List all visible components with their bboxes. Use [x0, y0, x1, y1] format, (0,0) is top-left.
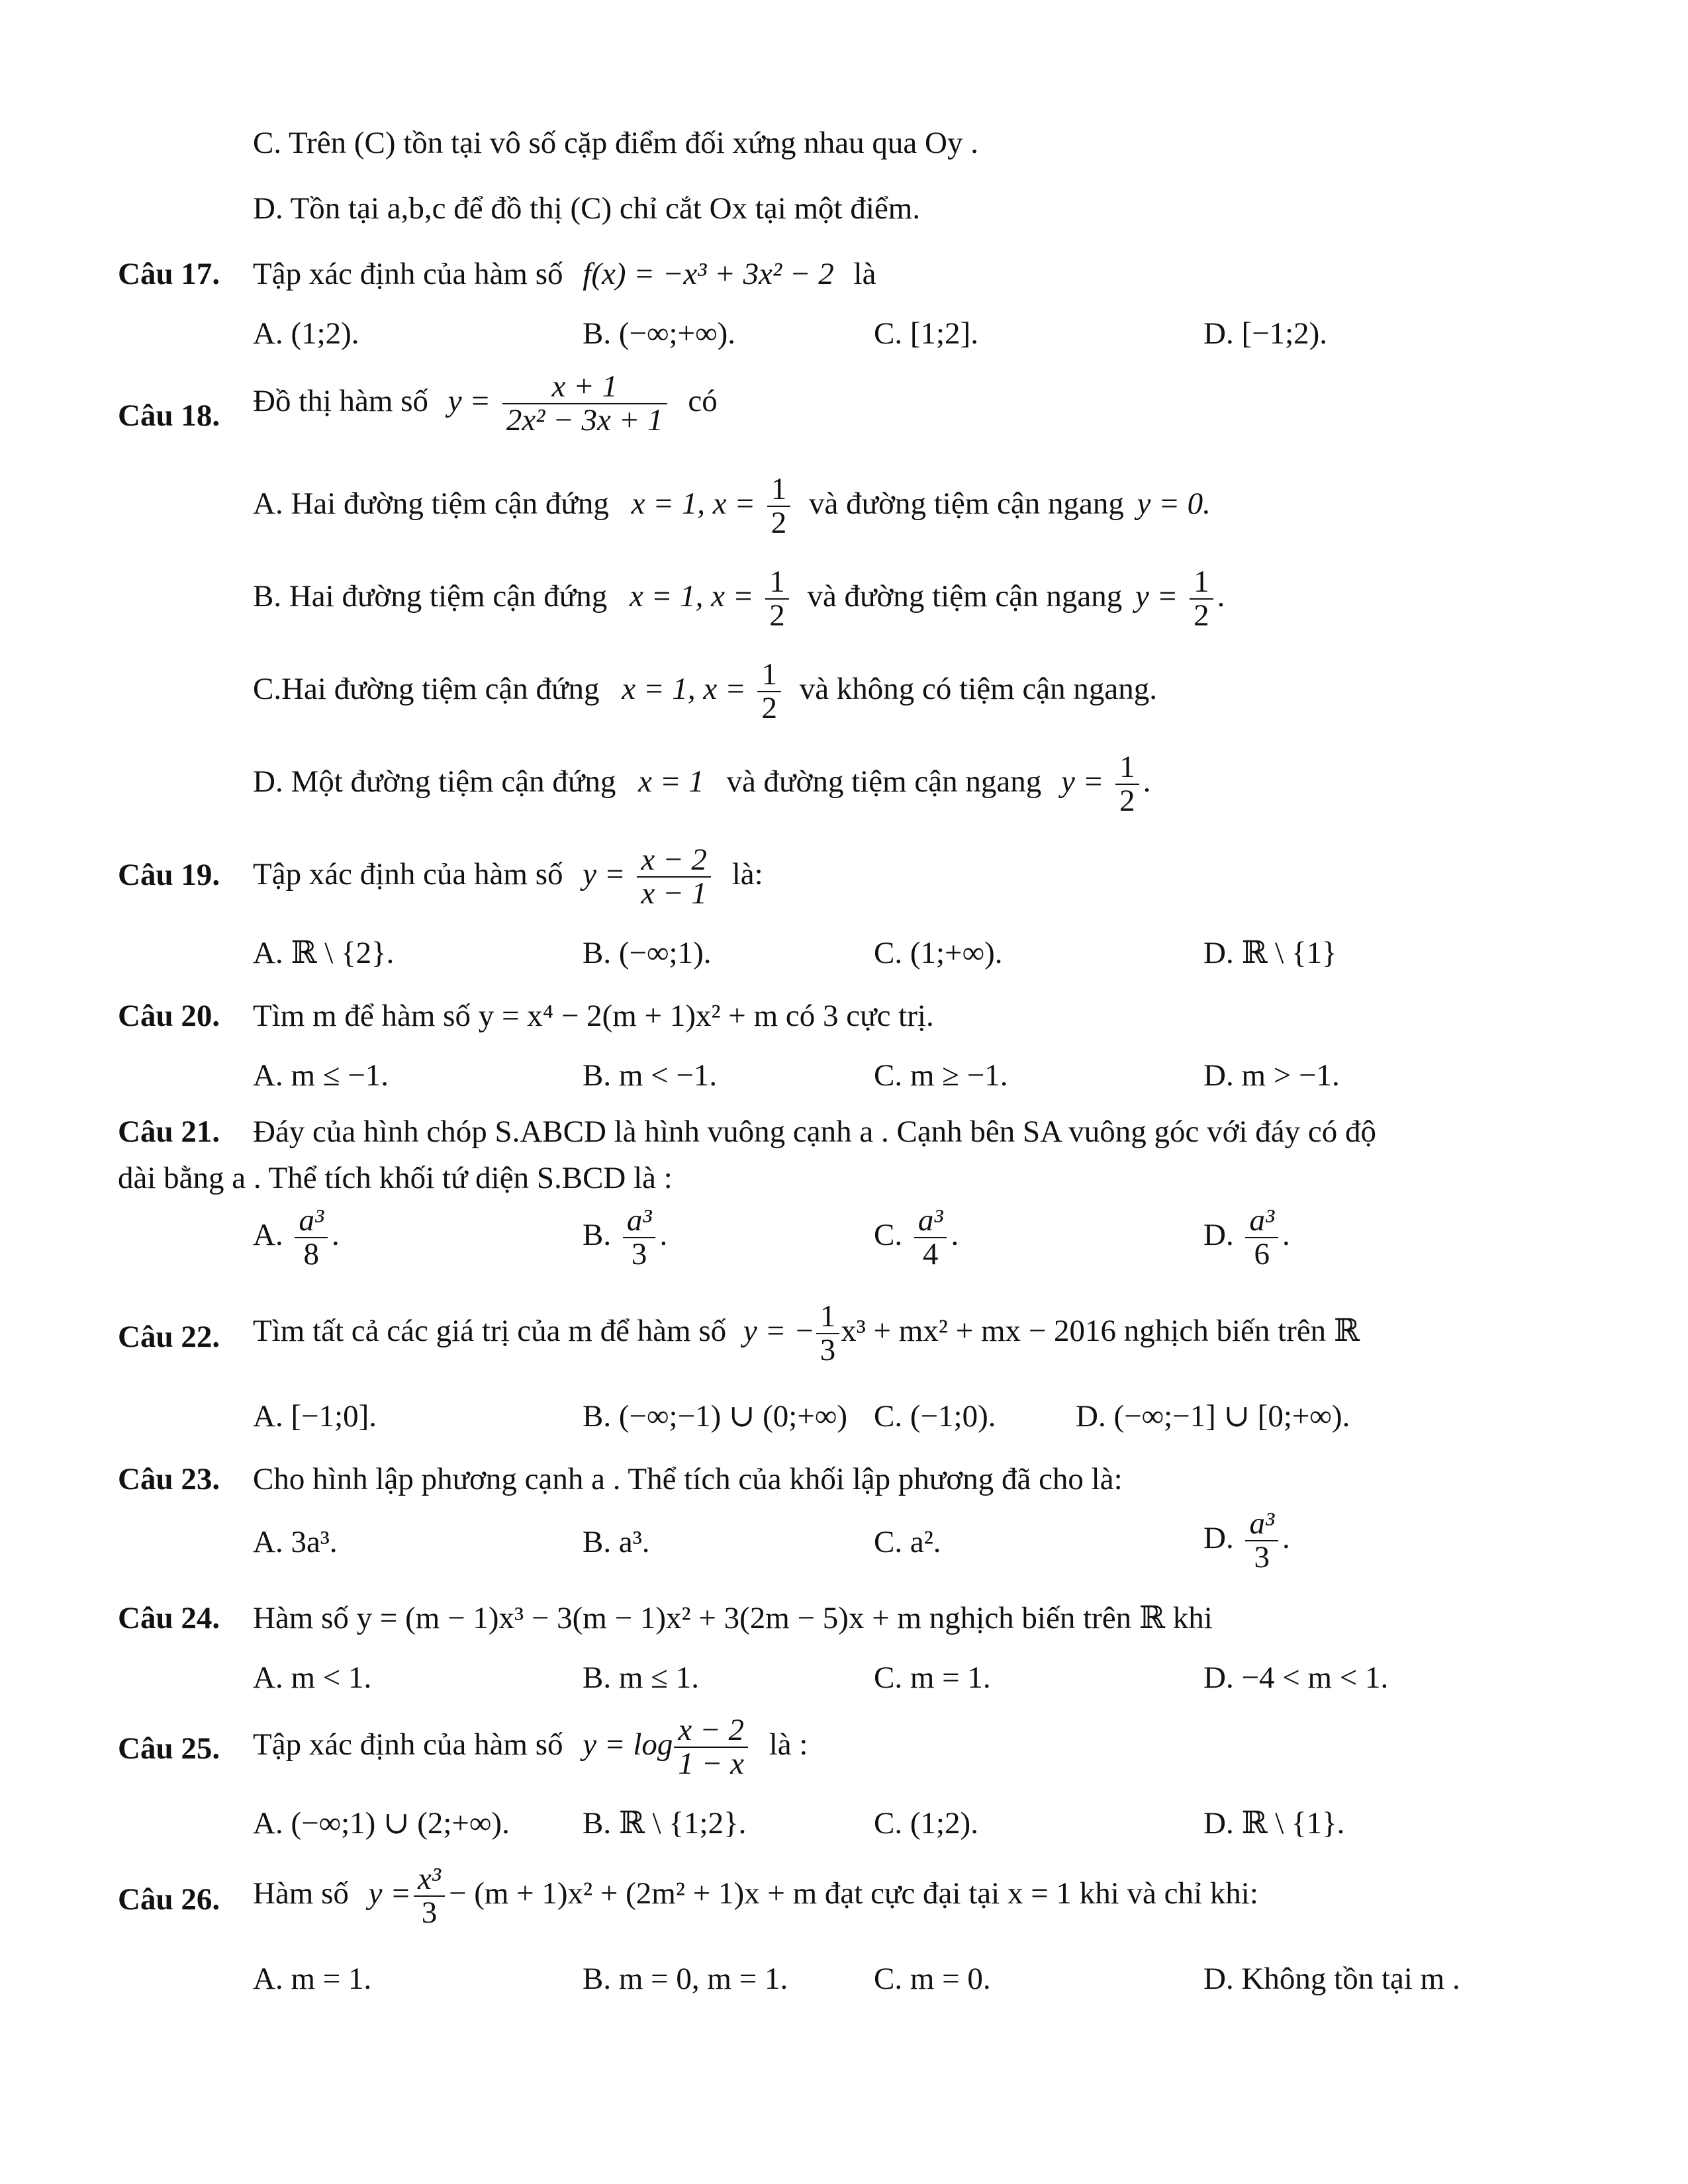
- q23-d-den: 3: [1254, 1540, 1270, 1575]
- q21-a-label: A.: [253, 1218, 283, 1253]
- q22-stem: [253, 1300, 1360, 1367]
- q21-b-label: B.: [583, 1218, 612, 1253]
- q18-a-x: x = 1, x =: [631, 486, 756, 522]
- q26-den: 3: [421, 1895, 438, 1931]
- q23-d-label: D.: [1203, 1521, 1234, 1556]
- q22-stem-text: Tìm tất cả các giá trị của m để hàm số: [253, 1314, 727, 1349]
- q18-option-a: [253, 473, 1211, 540]
- q23-d-fraction: [1245, 1508, 1278, 1574]
- q24-option-a: A. m < 1.: [253, 1661, 372, 1695]
- q26-stem-rest: − (m + 1)x² + (2m² + 1)x + m đạt cực đại tại x = 1 khi và chỉ khi:: [448, 1876, 1258, 1911]
- q18-a-mid: và đường tiệm cận ngang: [809, 486, 1124, 522]
- q18-d-fraction: [1115, 751, 1139, 818]
- q18-c-den: 2: [761, 691, 777, 726]
- q18-fraction: [502, 371, 667, 437]
- q19-den: x − 1: [641, 876, 707, 911]
- q22-option-d: D. (−∞;−1] ∪ [0;+∞).: [1076, 1399, 1350, 1433]
- q20-stem: Tìm m để hàm số y = x⁴ − 2(m + 1)x² + m có 3 cực trị.: [253, 999, 934, 1033]
- q18-b-x: x = 1, x =: [630, 579, 754, 614]
- q18-option-c: [253, 659, 1157, 725]
- q17-option-d: D. [−1;2).: [1203, 316, 1328, 351]
- q18-b-y-den: 2: [1194, 598, 1209, 633]
- q20-label: Câu 20.: [118, 999, 220, 1033]
- q25-stem-text: Tập xác định của hàm số: [253, 1727, 563, 1762]
- q21-c-num: a³: [914, 1205, 947, 1238]
- q26-num: x³: [414, 1863, 445, 1897]
- q16-option-c: C. Trên (C) tồn tại vô số cặp điểm đối xứng nhau qua Oy .: [253, 126, 978, 160]
- q18-denominator: 2x² − 3x + 1: [506, 403, 663, 438]
- q26-option-d: D. Không tồn tại m .: [1203, 1962, 1460, 1996]
- q18-d-num: 1: [1115, 751, 1139, 785]
- q21-d-den: 6: [1254, 1237, 1270, 1272]
- q26-y: y =: [368, 1876, 411, 1911]
- q21-stem-line2: dài bằng a . Thể tích khối tứ diện S.BCD là :: [118, 1161, 673, 1195]
- q21-d-fraction: [1245, 1205, 1278, 1271]
- q25-stem: [253, 1714, 808, 1781]
- q18-a-fraction: [767, 473, 791, 540]
- q22-option-b: B. (−∞;−1) ∪ (0;+∞): [583, 1399, 847, 1433]
- q25-y: y = log: [583, 1727, 673, 1762]
- q25-label: Câu 25.: [118, 1731, 220, 1766]
- q17-label: Câu 17.: [118, 257, 220, 291]
- q19-fraction: [637, 844, 711, 911]
- q22-label: Câu 22.: [118, 1320, 220, 1354]
- q18-option-d: D. Một đường tiệm cận đứng x = 1 và đường tiệm cận ngang y = $\frac{1}{2}$ .: [253, 750, 1151, 819]
- q18-d-x: x = 1: [638, 764, 704, 799]
- q24-stem: Hàm số y = (m − 1)x³ − 3(m − 1)x² + 3(2m − 5)x + m nghịch biến trên ℝ khi: [253, 1601, 1213, 1635]
- q25-option-c: C. (1;2).: [874, 1806, 978, 1841]
- q23-label: Câu 23.: [118, 1462, 220, 1496]
- q18-y: y =: [447, 384, 491, 419]
- q21-c-fraction: [914, 1205, 947, 1271]
- q19-option-a: A. ℝ \ {2}.: [253, 936, 395, 970]
- q18-d-y: y =: [1061, 764, 1104, 799]
- q21-d-num: a³: [1245, 1205, 1278, 1238]
- q22-fraction: [816, 1300, 840, 1367]
- q17-option-a: A. (1;2).: [253, 316, 359, 351]
- q22-den: 3: [820, 1333, 836, 1368]
- q18-b-y-fraction: [1190, 566, 1213, 633]
- q18-a-end: y = 0.: [1137, 486, 1211, 522]
- q21-label: Câu 21.: [118, 1115, 220, 1149]
- q19-option-c: C. (1;+∞).: [874, 936, 1003, 970]
- q23-option-a: A. 3a³.: [253, 1525, 338, 1559]
- q21-a-num: a³: [295, 1205, 328, 1238]
- q24-label: Câu 24.: [118, 1601, 220, 1635]
- q22-y: y = −: [743, 1314, 815, 1349]
- q17-function: f(x) = −x³ + 3x² − 2: [583, 257, 834, 291]
- q18-a-den: 2: [771, 506, 787, 541]
- q21-b-num: a³: [623, 1205, 656, 1238]
- q24-option-c: C. m = 1.: [874, 1661, 991, 1695]
- q22-num: 1: [816, 1300, 840, 1334]
- q21-option-a: A. $\frac{\text{a³}}{8}$ .: [253, 1203, 340, 1272]
- q18-b-den: 2: [769, 598, 785, 633]
- q21-c-label: C.: [874, 1218, 903, 1253]
- q25-num: x − 2: [674, 1714, 748, 1748]
- q19-option-d: D. ℝ \ {1}: [1203, 936, 1337, 970]
- q18-d-mid: và đường tiệm cận ngang: [726, 764, 1042, 799]
- q25-stem-end: là :: [769, 1727, 808, 1762]
- q21-a-fraction: [295, 1205, 328, 1271]
- q19-label: Câu 19.: [118, 858, 220, 892]
- q18-numerator: x + 1: [502, 371, 667, 404]
- q18-b-y-num: 1: [1190, 566, 1213, 600]
- q21-stem: Đáy của hình chóp S.ABCD là hình vuông cạnh a . Cạnh bên SA vuông góc với đáy có độ: [253, 1115, 1377, 1149]
- q19-stem-end: là:: [731, 857, 763, 892]
- q17-stem: [253, 254, 876, 294]
- q21-b-den: 3: [631, 1237, 647, 1272]
- q18-label: Câu 18.: [118, 398, 220, 433]
- q17-option-c: C. [1;2].: [874, 316, 978, 351]
- q21-b-fraction: [623, 1205, 656, 1271]
- q25-den: 1 − x: [678, 1747, 744, 1782]
- q18-b-y: y =: [1135, 579, 1178, 614]
- q25-fraction: [674, 1714, 748, 1781]
- q20-option-c: C. m ≥ −1.: [874, 1058, 1008, 1093]
- q25-option-a: A. (−∞;1) ∪ (2;+∞).: [253, 1806, 510, 1841]
- q18-a-num: 1: [767, 473, 791, 507]
- q16-option-d: D. Tồn tại a,b,c để đồ thị (C) chỉ cắt Ox tại một điểm.: [253, 191, 921, 226]
- q18-c-text: C.Hai đường tiệm cận đứng: [253, 672, 600, 707]
- q26-stem: [253, 1863, 1258, 1930]
- q18-b-num: 1: [765, 566, 789, 600]
- q18-d-text: D. Một đường tiệm cận đứng: [253, 764, 616, 799]
- q26-label: Câu 26.: [118, 1882, 220, 1917]
- q19-num: x − 2: [637, 844, 711, 878]
- q18-c-num: 1: [757, 659, 781, 692]
- q26-option-a: A. m = 1.: [253, 1962, 372, 1996]
- q18-stem-end: có: [688, 384, 718, 419]
- q26-option-b: B. m = 0, m = 1.: [583, 1962, 788, 1996]
- q19-y: y =: [583, 857, 626, 892]
- q18-c-x: x = 1, x =: [622, 672, 746, 707]
- q26-option-c: C. m = 0.: [874, 1962, 991, 1996]
- q21-a-den: 8: [303, 1237, 319, 1272]
- q23-d-num: a³: [1245, 1508, 1278, 1541]
- q19-option-b: B. (−∞;1).: [583, 936, 712, 970]
- q18-d-den: 2: [1119, 784, 1135, 819]
- q17-stem-text: Tập xác định của hàm số: [253, 257, 563, 291]
- q21-option-b: B. $\frac{\text{a³}}{3}$ .: [583, 1203, 668, 1272]
- q25-option-b: B. ℝ \ {1;2}.: [583, 1806, 747, 1841]
- q21-c-den: 4: [922, 1237, 939, 1272]
- q19-stem-text: Tập xác định của hàm số: [253, 857, 563, 892]
- q21-option-c: C. $\frac{\text{a³}}{4}$ .: [874, 1203, 959, 1272]
- q23-option-c: C. a².: [874, 1525, 941, 1559]
- q26-fraction: [414, 1863, 445, 1930]
- q26-stem-text: Hàm số: [253, 1876, 349, 1911]
- q18-c-mid: và không có tiệm cận ngang.: [799, 672, 1158, 707]
- q25-option-d: D. ℝ \ {1}.: [1203, 1806, 1345, 1841]
- q18-b-fraction: [765, 566, 789, 633]
- q23-stem: Cho hình lập phương cạnh a . Thể tích của khối lập phương đã cho là:: [253, 1462, 1123, 1496]
- q22-option-c: C. (−1;0).: [874, 1399, 996, 1433]
- q20-option-b: B. m < −1.: [583, 1058, 718, 1093]
- q18-a-text: A. Hai đường tiệm cận đứng: [253, 486, 609, 522]
- q19-stem: [253, 844, 763, 911]
- q23-option-b: B. a³.: [583, 1525, 650, 1559]
- q21-option-d: D. $\frac{\text{a³}}{6}$ .: [1203, 1203, 1290, 1272]
- q18-stem: [253, 371, 718, 437]
- q17-option-b: B. (−∞;+∞).: [583, 316, 735, 351]
- q22-stem-rest: x³ + mx² + mx − 2016 nghịch biến trên ℝ: [841, 1314, 1360, 1349]
- q17-stem-end: là: [853, 257, 876, 291]
- q21-d-label: D.: [1203, 1218, 1234, 1253]
- q18-b-text: B. Hai đường tiệm cận đứng: [253, 579, 608, 614]
- q20-option-a: A. m ≤ −1.: [253, 1058, 389, 1093]
- q18-c-fraction: [757, 659, 781, 725]
- q18-option-b: B. Hai đường tiệm cận đứng x = 1, x = $\frac{1}{2}$ và đường tiệm cận ngang y = $\frac{1}{2}$ .: [253, 565, 1225, 633]
- q22-option-a: A. [−1;0].: [253, 1399, 377, 1433]
- q18-b-mid: và đường tiệm cận ngang: [807, 579, 1123, 614]
- q24-option-b: B. m ≤ 1.: [583, 1661, 699, 1695]
- q20-option-d: D. m > −1.: [1203, 1058, 1340, 1093]
- q18-stem-text: Đồ thị hàm số: [253, 384, 429, 419]
- q24-option-d: D. −4 < m < 1.: [1203, 1661, 1389, 1695]
- q23-option-d: D. $\frac{\text{a³}}{3}$ .: [1203, 1506, 1290, 1575]
